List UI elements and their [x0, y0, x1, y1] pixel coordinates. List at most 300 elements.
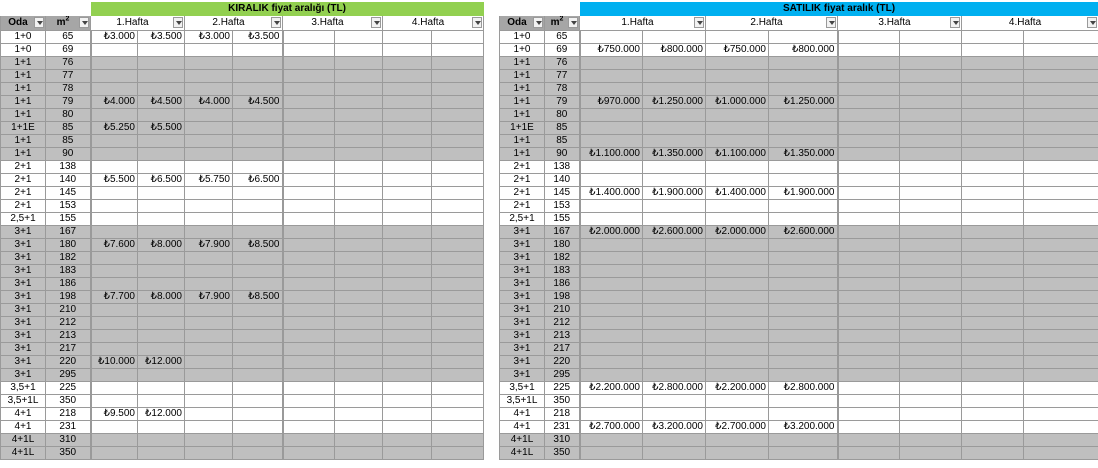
cell-price[interactable]	[383, 174, 432, 187]
cell-price[interactable]	[962, 187, 1024, 200]
cell-price[interactable]	[900, 421, 962, 434]
cell-m2[interactable]: 69	[46, 44, 91, 57]
cell-price[interactable]	[580, 252, 643, 265]
cell-price[interactable]	[91, 317, 138, 330]
cell-m2[interactable]: 85	[545, 122, 580, 135]
cell-oda[interactable]: 1+1	[1, 70, 46, 83]
cell-price[interactable]	[1024, 252, 1098, 265]
cell-price[interactable]	[900, 96, 962, 109]
header-week-2[interactable]	[706, 16, 838, 31]
cell-price[interactable]	[138, 57, 185, 70]
cell-price[interactable]	[769, 83, 838, 96]
cell-price[interactable]	[643, 83, 706, 96]
cell-oda[interactable]: 1+1	[500, 96, 545, 109]
cell-price[interactable]	[383, 278, 432, 291]
cell-oda[interactable]: 3+1	[1, 278, 46, 291]
cell-m2[interactable]: 180	[46, 239, 91, 252]
cell-price[interactable]	[769, 239, 838, 252]
cell-price[interactable]	[838, 447, 900, 460]
cell-price[interactable]	[335, 148, 383, 161]
cell-price[interactable]	[962, 200, 1024, 213]
cell-price[interactable]	[91, 382, 138, 395]
cell-m2[interactable]: 90	[46, 148, 91, 161]
cell-price[interactable]	[769, 213, 838, 226]
cell-price[interactable]	[185, 408, 233, 421]
cell-price[interactable]	[383, 187, 432, 200]
cell-price[interactable]	[838, 317, 900, 330]
cell-price[interactable]	[962, 96, 1024, 109]
cell-price[interactable]	[432, 291, 484, 304]
cell-price[interactable]: ₺3.000	[185, 31, 233, 44]
cell-price[interactable]	[335, 369, 383, 382]
cell-price[interactable]	[335, 109, 383, 122]
cell-price[interactable]	[138, 382, 185, 395]
cell-price[interactable]	[1024, 135, 1098, 148]
cell-price[interactable]	[233, 330, 283, 343]
cell-price[interactable]	[185, 356, 233, 369]
cell-price[interactable]	[383, 330, 432, 343]
cell-price[interactable]	[185, 187, 233, 200]
cell-price[interactable]	[580, 200, 643, 213]
cell-price[interactable]	[838, 31, 900, 44]
cell-oda[interactable]: 4+1L	[1, 447, 46, 460]
cell-price[interactable]	[838, 304, 900, 317]
cell-m2[interactable]: 231	[545, 421, 580, 434]
cell-price[interactable]	[643, 278, 706, 291]
cell-price[interactable]	[1024, 148, 1098, 161]
cell-price[interactable]: ₺8.500	[233, 239, 283, 252]
cell-price[interactable]	[91, 187, 138, 200]
cell-price[interactable]	[962, 161, 1024, 174]
cell-price[interactable]	[432, 70, 484, 83]
cell-price[interactable]	[138, 434, 185, 447]
cell-price[interactable]	[769, 395, 838, 408]
header-week-3[interactable]	[283, 16, 383, 31]
cell-price[interactable]	[962, 330, 1024, 343]
cell-price[interactable]	[335, 44, 383, 57]
cell-price[interactable]	[335, 304, 383, 317]
cell-price[interactable]	[432, 83, 484, 96]
cell-price[interactable]	[432, 382, 484, 395]
cell-oda[interactable]: 3+1	[1, 369, 46, 382]
cell-m2[interactable]: 138	[545, 161, 580, 174]
cell-price[interactable]	[91, 148, 138, 161]
cell-m2[interactable]: 78	[46, 83, 91, 96]
cell-price[interactable]	[962, 369, 1024, 382]
cell-m2[interactable]: 180	[545, 239, 580, 252]
cell-price[interactable]	[432, 44, 484, 57]
cell-price[interactable]	[900, 200, 962, 213]
cell-price[interactable]	[962, 109, 1024, 122]
cell-price[interactable]	[283, 278, 335, 291]
cell-price[interactable]	[432, 278, 484, 291]
cell-price[interactable]	[643, 122, 706, 135]
cell-price[interactable]	[233, 83, 283, 96]
header-m2[interactable]	[46, 16, 91, 31]
cell-price[interactable]	[432, 135, 484, 148]
cell-price[interactable]: ₺7.900	[185, 291, 233, 304]
cell-price[interactable]	[706, 109, 769, 122]
cell-price[interactable]	[283, 96, 335, 109]
cell-price[interactable]: ₺1.250.000	[769, 96, 838, 109]
cell-m2[interactable]: 231	[46, 421, 91, 434]
cell-oda[interactable]: 3+1	[500, 265, 545, 278]
cell-price[interactable]	[138, 83, 185, 96]
cell-price[interactable]	[1024, 408, 1098, 421]
cell-price[interactable]	[432, 252, 484, 265]
cell-price[interactable]	[383, 408, 432, 421]
cell-m2[interactable]: 138	[46, 161, 91, 174]
cell-price[interactable]	[185, 395, 233, 408]
cell-price[interactable]	[335, 200, 383, 213]
cell-price[interactable]	[838, 200, 900, 213]
cell-price[interactable]	[769, 122, 838, 135]
cell-oda[interactable]: 3+1	[1, 265, 46, 278]
cell-oda[interactable]: 3+1	[1, 239, 46, 252]
cell-price[interactable]: ₺800.000	[769, 44, 838, 57]
cell-price[interactable]	[233, 252, 283, 265]
cell-price[interactable]	[233, 226, 283, 239]
cell-price[interactable]	[283, 421, 335, 434]
cell-price[interactable]: ₺12.000	[138, 408, 185, 421]
cell-oda[interactable]: 1+0	[1, 31, 46, 44]
cell-price[interactable]	[91, 83, 138, 96]
cell-price[interactable]: ₺3.500	[233, 31, 283, 44]
cell-price[interactable]	[838, 252, 900, 265]
cell-price[interactable]	[138, 421, 185, 434]
cell-price[interactable]	[706, 239, 769, 252]
cell-price[interactable]	[962, 343, 1024, 356]
cell-price[interactable]: ₺2.200.000	[580, 382, 643, 395]
cell-price[interactable]	[335, 408, 383, 421]
cell-price[interactable]	[900, 44, 962, 57]
cell-price[interactable]	[580, 434, 643, 447]
cell-price[interactable]	[769, 317, 838, 330]
cell-m2[interactable]: 310	[46, 434, 91, 447]
cell-price[interactable]	[138, 200, 185, 213]
cell-price[interactable]	[962, 174, 1024, 187]
cell-price[interactable]	[962, 57, 1024, 70]
cell-price[interactable]	[706, 200, 769, 213]
cell-price[interactable]	[185, 122, 233, 135]
cell-price[interactable]: ₺8.000	[138, 291, 185, 304]
cell-m2[interactable]: 310	[545, 434, 580, 447]
cell-price[interactable]	[138, 70, 185, 83]
cell-price[interactable]	[335, 161, 383, 174]
cell-price[interactable]	[706, 291, 769, 304]
cell-price[interactable]	[335, 421, 383, 434]
filter-dropdown-icon[interactable]	[1087, 17, 1097, 28]
cell-price[interactable]	[91, 278, 138, 291]
cell-price[interactable]	[335, 395, 383, 408]
cell-price[interactable]	[138, 187, 185, 200]
cell-m2[interactable]: 90	[545, 148, 580, 161]
cell-price[interactable]	[838, 395, 900, 408]
cell-oda[interactable]: 1+1	[1, 148, 46, 161]
cell-oda[interactable]: 3,5+1	[1, 382, 46, 395]
cell-price[interactable]	[643, 343, 706, 356]
cell-price[interactable]	[91, 252, 138, 265]
cell-price[interactable]	[580, 356, 643, 369]
cell-m2[interactable]: 217	[46, 343, 91, 356]
cell-price[interactable]	[335, 96, 383, 109]
cell-price[interactable]	[838, 330, 900, 343]
cell-oda[interactable]: 2,5+1	[500, 213, 545, 226]
cell-price[interactable]	[706, 31, 769, 44]
cell-price[interactable]	[383, 317, 432, 330]
cell-price[interactable]	[580, 304, 643, 317]
cell-price[interactable]	[233, 382, 283, 395]
cell-oda[interactable]: 1+1	[500, 135, 545, 148]
cell-m2[interactable]: 140	[46, 174, 91, 187]
cell-price[interactable]	[383, 83, 432, 96]
cell-m2[interactable]: 78	[545, 83, 580, 96]
cell-oda[interactable]: 3+1	[500, 239, 545, 252]
cell-price[interactable]	[91, 200, 138, 213]
cell-oda[interactable]: 1+1	[500, 57, 545, 70]
cell-price[interactable]	[1024, 187, 1098, 200]
cell-price[interactable]	[233, 343, 283, 356]
cell-oda[interactable]: 2+1	[500, 187, 545, 200]
cell-price[interactable]	[138, 265, 185, 278]
cell-price[interactable]: ₺5.750	[185, 174, 233, 187]
cell-price[interactable]	[383, 343, 432, 356]
cell-oda[interactable]: 4+1L	[1, 434, 46, 447]
cell-price[interactable]	[138, 252, 185, 265]
cell-oda[interactable]: 2+1	[1, 161, 46, 174]
cell-oda[interactable]: 4+1	[500, 421, 545, 434]
cell-oda[interactable]: 1+1E	[1, 122, 46, 135]
cell-price[interactable]	[138, 447, 185, 460]
cell-price[interactable]: ₺7.600	[91, 239, 138, 252]
cell-price[interactable]	[643, 57, 706, 70]
cell-price[interactable]	[383, 31, 432, 44]
cell-price[interactable]	[900, 239, 962, 252]
cell-price[interactable]	[838, 226, 900, 239]
cell-price[interactable]	[335, 31, 383, 44]
cell-m2[interactable]: 350	[46, 447, 91, 460]
cell-price[interactable]	[383, 382, 432, 395]
cell-price[interactable]	[580, 83, 643, 96]
cell-m2[interactable]: 295	[545, 369, 580, 382]
cell-oda[interactable]: 2+1	[1, 200, 46, 213]
cell-price[interactable]	[838, 96, 900, 109]
cell-price[interactable]	[580, 447, 643, 460]
cell-price[interactable]	[432, 122, 484, 135]
cell-price[interactable]	[706, 174, 769, 187]
cell-price[interactable]	[91, 265, 138, 278]
cell-price[interactable]: ₺970.000	[580, 96, 643, 109]
cell-price[interactable]	[838, 57, 900, 70]
cell-price[interactable]	[769, 330, 838, 343]
cell-price[interactable]	[383, 291, 432, 304]
cell-price[interactable]	[643, 317, 706, 330]
cell-price[interactable]	[432, 395, 484, 408]
cell-price[interactable]	[900, 161, 962, 174]
cell-price[interactable]	[1024, 278, 1098, 291]
cell-m2[interactable]: 155	[545, 213, 580, 226]
cell-price[interactable]	[283, 109, 335, 122]
cell-price[interactable]	[1024, 96, 1098, 109]
cell-price[interactable]	[91, 44, 138, 57]
header-m2[interactable]	[545, 16, 580, 31]
cell-price[interactable]	[769, 265, 838, 278]
cell-price[interactable]	[185, 434, 233, 447]
cell-price[interactable]	[432, 31, 484, 44]
cell-price[interactable]	[233, 70, 283, 83]
cell-price[interactable]	[233, 265, 283, 278]
cell-price[interactable]	[233, 421, 283, 434]
cell-price[interactable]	[1024, 239, 1098, 252]
cell-price[interactable]	[580, 291, 643, 304]
cell-price[interactable]	[335, 57, 383, 70]
cell-price[interactable]	[233, 304, 283, 317]
cell-price[interactable]	[838, 369, 900, 382]
cell-oda[interactable]: 3+1	[1, 317, 46, 330]
cell-price[interactable]	[91, 70, 138, 83]
cell-oda[interactable]: 3,5+1L	[1, 395, 46, 408]
cell-price[interactable]	[185, 421, 233, 434]
cell-price[interactable]	[962, 382, 1024, 395]
cell-oda[interactable]: 2+1	[500, 174, 545, 187]
cell-m2[interactable]: 225	[46, 382, 91, 395]
cell-price[interactable]	[962, 239, 1024, 252]
cell-price[interactable]	[91, 109, 138, 122]
header-oda[interactable]	[500, 16, 545, 31]
cell-price[interactable]	[706, 434, 769, 447]
cell-price[interactable]	[706, 122, 769, 135]
cell-price[interactable]: ₺1.000.000	[706, 96, 769, 109]
cell-price[interactable]	[900, 57, 962, 70]
cell-price[interactable]	[185, 369, 233, 382]
cell-m2[interactable]: 182	[46, 252, 91, 265]
cell-price[interactable]	[283, 408, 335, 421]
cell-price[interactable]	[138, 395, 185, 408]
cell-m2[interactable]: 155	[46, 213, 91, 226]
cell-oda[interactable]: 3+1	[500, 317, 545, 330]
cell-m2[interactable]: 198	[46, 291, 91, 304]
cell-price[interactable]	[1024, 304, 1098, 317]
cell-price[interactable]: ₺1.900.000	[769, 187, 838, 200]
cell-price[interactable]	[1024, 343, 1098, 356]
cell-price[interactable]	[1024, 317, 1098, 330]
cell-price[interactable]	[580, 174, 643, 187]
cell-price[interactable]: ₺750.000	[706, 44, 769, 57]
cell-m2[interactable]: 350	[46, 395, 91, 408]
cell-price[interactable]	[706, 161, 769, 174]
cell-oda[interactable]: 1+1	[1, 109, 46, 122]
cell-oda[interactable]: 3+1	[1, 291, 46, 304]
cell-price[interactable]	[1024, 83, 1098, 96]
cell-price[interactable]	[706, 356, 769, 369]
cell-m2[interactable]: 77	[545, 70, 580, 83]
cell-price[interactable]	[91, 421, 138, 434]
filter-dropdown-icon[interactable]	[694, 17, 704, 28]
cell-price[interactable]: ₺5.500	[138, 122, 185, 135]
cell-price[interactable]	[838, 44, 900, 57]
cell-price[interactable]	[335, 291, 383, 304]
cell-price[interactable]	[283, 304, 335, 317]
cell-price[interactable]	[706, 83, 769, 96]
cell-price[interactable]	[838, 148, 900, 161]
cell-price[interactable]: ₺2.000.000	[706, 226, 769, 239]
cell-m2[interactable]: 183	[545, 265, 580, 278]
cell-price[interactable]	[283, 161, 335, 174]
cell-price[interactable]	[432, 174, 484, 187]
header-week-1[interactable]	[580, 16, 706, 31]
cell-m2[interactable]: 212	[46, 317, 91, 330]
cell-price[interactable]	[1024, 57, 1098, 70]
cell-price[interactable]	[138, 135, 185, 148]
cell-oda[interactable]: 3+1	[500, 278, 545, 291]
cell-price[interactable]	[838, 83, 900, 96]
cell-oda[interactable]: 3+1	[1, 343, 46, 356]
cell-price[interactable]	[838, 434, 900, 447]
cell-price[interactable]	[432, 187, 484, 200]
cell-price[interactable]	[138, 44, 185, 57]
cell-price[interactable]	[233, 122, 283, 135]
cell-price[interactable]	[283, 135, 335, 148]
cell-price[interactable]	[962, 213, 1024, 226]
cell-price[interactable]	[138, 161, 185, 174]
cell-price[interactable]	[962, 44, 1024, 57]
cell-m2[interactable]: 167	[545, 226, 580, 239]
cell-price[interactable]	[383, 57, 432, 70]
cell-price[interactable]	[383, 252, 432, 265]
cell-oda[interactable]: 3+1	[500, 330, 545, 343]
cell-price[interactable]	[432, 330, 484, 343]
cell-price[interactable]	[383, 96, 432, 109]
cell-price[interactable]	[335, 70, 383, 83]
cell-price[interactable]	[838, 109, 900, 122]
cell-price[interactable]	[283, 265, 335, 278]
cell-price[interactable]	[283, 70, 335, 83]
cell-m2[interactable]: 69	[545, 44, 580, 57]
cell-price[interactable]	[335, 382, 383, 395]
cell-price[interactable]	[580, 278, 643, 291]
cell-price[interactable]	[91, 304, 138, 317]
cell-oda[interactable]: 1+0	[500, 31, 545, 44]
cell-price[interactable]	[1024, 122, 1098, 135]
cell-price[interactable]: ₺3.200.000	[769, 421, 838, 434]
filter-dropdown-icon[interactable]	[472, 17, 482, 28]
cell-price[interactable]	[185, 382, 233, 395]
cell-price[interactable]	[383, 434, 432, 447]
cell-price[interactable]	[580, 70, 643, 83]
cell-price[interactable]	[283, 343, 335, 356]
cell-price[interactable]: ₺6.500	[233, 174, 283, 187]
cell-price[interactable]: ₺12.000	[138, 356, 185, 369]
cell-price[interactable]	[900, 356, 962, 369]
cell-price[interactable]	[962, 408, 1024, 421]
cell-price[interactable]: ₺2.600.000	[643, 226, 706, 239]
cell-price[interactable]	[138, 109, 185, 122]
cell-price[interactable]	[138, 213, 185, 226]
cell-price[interactable]	[91, 447, 138, 460]
header-week-2[interactable]	[185, 16, 283, 31]
cell-price[interactable]	[643, 447, 706, 460]
cell-price[interactable]: ₺4.500	[138, 96, 185, 109]
cell-price[interactable]	[962, 226, 1024, 239]
cell-price[interactable]	[900, 382, 962, 395]
cell-price[interactable]	[962, 70, 1024, 83]
cell-price[interactable]	[383, 265, 432, 278]
cell-price[interactable]	[962, 135, 1024, 148]
cell-price[interactable]	[138, 343, 185, 356]
cell-price[interactable]	[1024, 70, 1098, 83]
cell-price[interactable]	[383, 226, 432, 239]
cell-price[interactable]: ₺3.500	[138, 31, 185, 44]
